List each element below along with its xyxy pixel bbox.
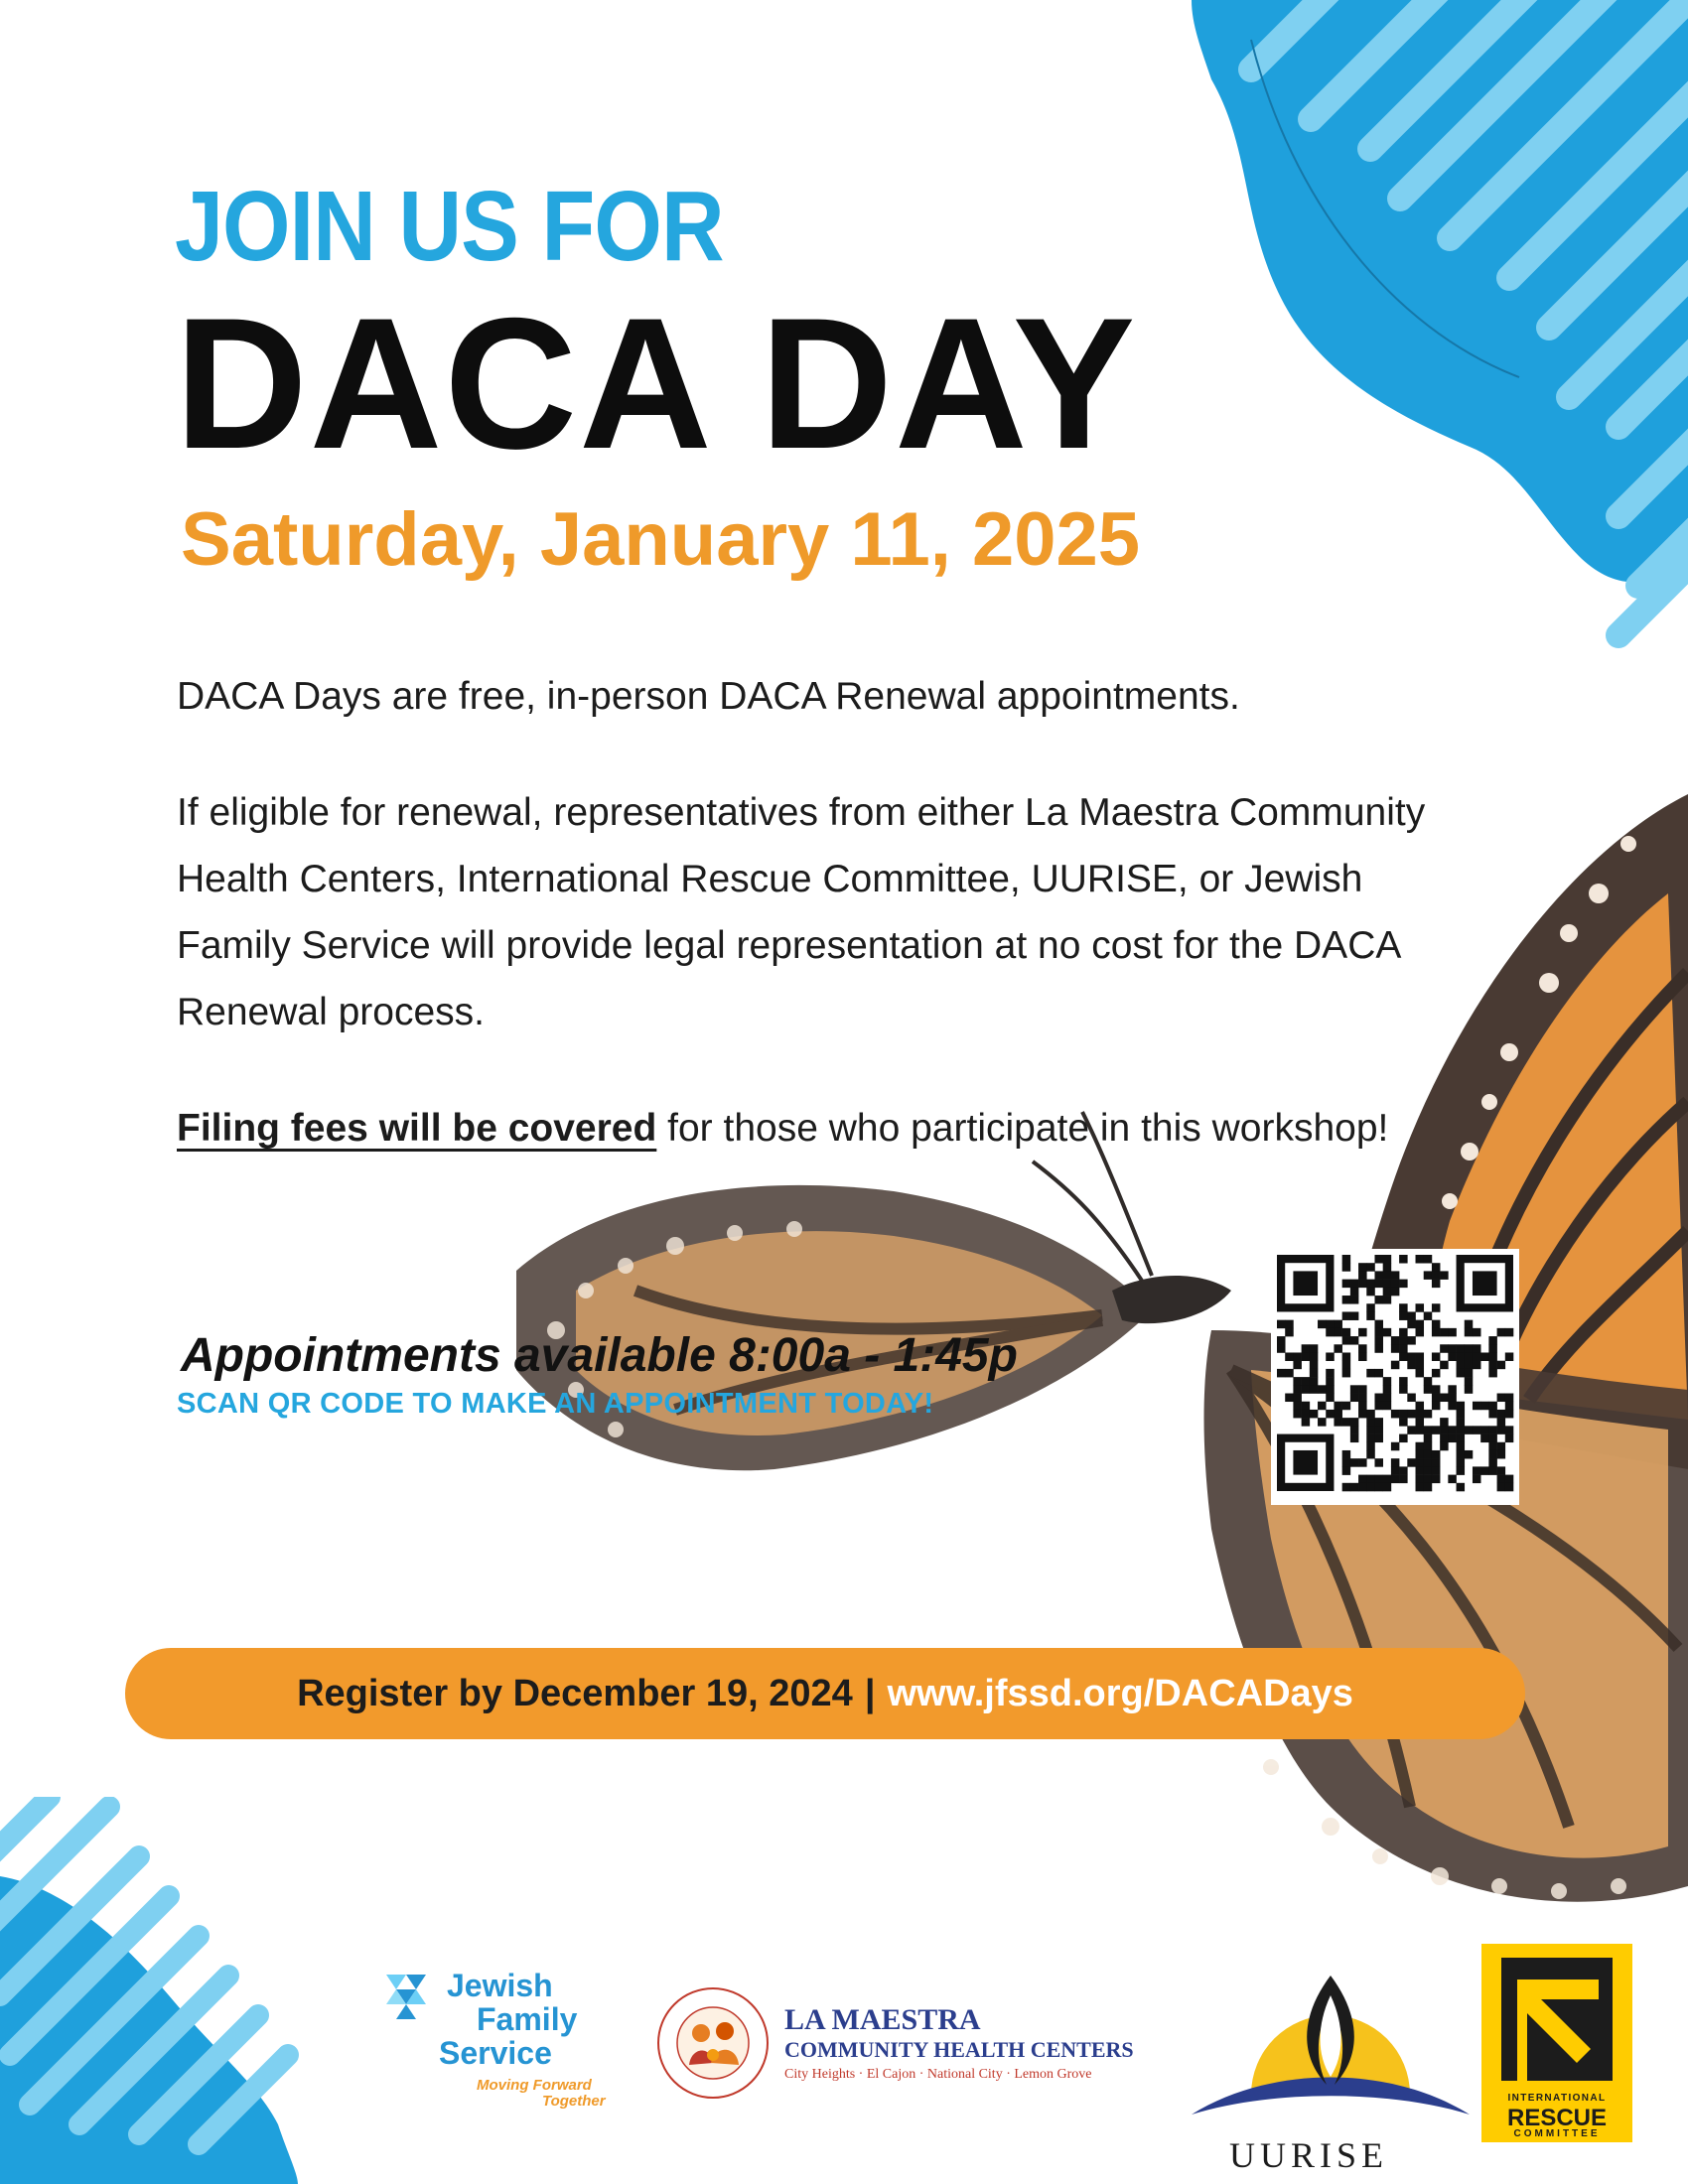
decorative-blue-shape-top: [1142, 0, 1688, 675]
uurise-logo: [1182, 1956, 1479, 2174]
scan-cta: SCAN QR CODE TO MAKE AN APPOINTMENT TODAY!: [177, 1388, 934, 1420]
register-banner: [125, 1648, 1525, 1739]
fees-rest: for those who participate in this workshop!: [656, 1107, 1389, 1150]
irc-arrow-icon: [1481, 1944, 1632, 2089]
register-separator: |: [864, 1672, 876, 1714]
event-title: DACA DAY: [175, 279, 1138, 487]
register-deadline: Register by December 19, 2024: [297, 1672, 853, 1714]
fees-emphasis: Filing fees will be covered: [177, 1107, 657, 1150]
la-maestra-logo: [655, 1985, 1172, 2105]
jfs-tagline-1: Moving Forward: [477, 2077, 592, 2094]
intro-paragraph: DACA Days are free, in-person DACA Renewal appointments.: [177, 675, 1240, 718]
eligibility-paragraph: If eligible for renewal, representatives from either La Maestra Community Health Centers, International Rescue Committee, UURISE, or Jewish Family Service will provide legal representation at no cost for the DACA Renewal process.: [177, 791, 1426, 1033]
qr-code-graphic: [1271, 1249, 1519, 1505]
jfs-word-2: Family: [477, 2001, 578, 2037]
la-maestra-seal-icon: [655, 1985, 771, 2101]
irc-line-1: INTERNATIONAL: [1507, 2093, 1607, 2104]
qr-code[interactable]: [1271, 1249, 1519, 1505]
la-maestra-subtitle: COMMUNITY HEALTH CENTERS: [784, 2037, 1134, 2062]
uurise-wordmark: UURISE: [1229, 2135, 1389, 2175]
la-maestra-cities: City Heights · El Cajon · National City · Lemon Grove: [784, 2067, 1092, 2082]
fees-paragraph: [177, 1095, 1468, 1161]
kicker-heading: JOIN US FOR: [175, 171, 724, 282]
event-date: Saturday, January 11, 2025: [181, 497, 1141, 582]
jfs-tagline-2: Together: [542, 2093, 606, 2110]
register-link[interactable]: www.jfssd.org/DACADays: [887, 1672, 1353, 1714]
appointment-hours: Appointments available 8:00a - 1:45p: [181, 1329, 1018, 1382]
irc-line-3: COMMITTEE: [1513, 2128, 1601, 2139]
jewish-family-service-logo: [381, 1970, 620, 2118]
jfs-word-1: Jewish: [447, 1968, 553, 2003]
uurise-chalice-icon: [1182, 1956, 1479, 2134]
decorative-blue-shape-bottom: [0, 1797, 357, 2184]
jfs-triangle-icon: [381, 1970, 431, 2019]
la-maestra-name: LA MAESTRA: [784, 2003, 981, 2036]
international-rescue-committee-logo: [1481, 1944, 1632, 2142]
irc-line-2: RESCUE: [1506, 2105, 1608, 2131]
jfs-word-3: Service: [439, 2035, 552, 2071]
